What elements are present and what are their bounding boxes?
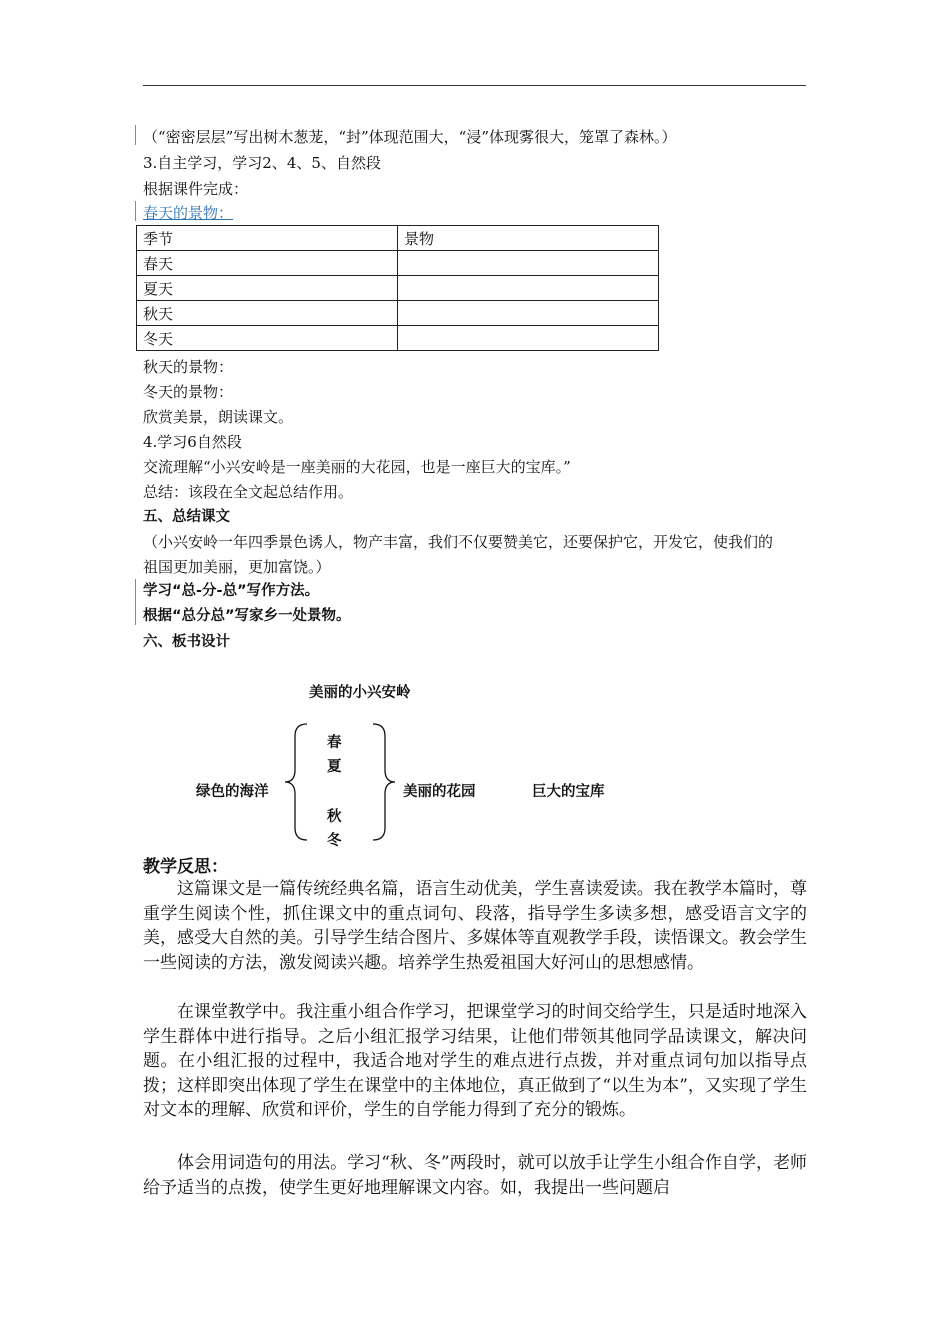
table-row (137, 326, 659, 351)
season-autumn: 秋 (327, 809, 342, 825)
reflection-heading: 教学反思： (143, 857, 228, 877)
revision-bar (135, 201, 136, 221)
season-summer: 夏 (327, 759, 342, 775)
seasons-table (136, 225, 659, 351)
board-title: 美丽的小兴安岭 (309, 685, 411, 701)
table-header: 季节 (137, 226, 398, 251)
section-heading-6: 六、板书设计 (143, 634, 230, 650)
line-8: 4.学习6自然段 (143, 433, 242, 451)
table-cell (398, 326, 659, 351)
board-right-text: 巨大的宝库 (532, 784, 605, 800)
left-brace (285, 724, 307, 840)
table-header-row (137, 226, 659, 251)
reflection-paragraph-1: 这篇课文是一篇传统经典名篇，语言生动优美，学生喜读爱读。我在教学本篇时，尊重学生阅读个性，抓住课文中的重点词句、段落，指导学生多读多想，感受语言文字的美，感受大自然的美。引导学生结合图片、多媒体等直观教学手段，读悟课文。教会学生一些阅读的方法，激发阅读兴趣。培养学生热爱祖国大好河山的思想感情。 (143, 879, 807, 973)
line-9: 交流理解“小兴安岭是一座美丽的大花园，也是一座巨大的宝库。” (143, 458, 571, 476)
line-12: （小兴安岭一年四季景色诱人，物产丰富，我们不仅要赞美它，还要保护它，开发它，使我们的 (143, 533, 774, 551)
reflection-paragraph-3: 体会用词造句的用法。学习“秋、冬”两段时，就可以放手让学生小组合作自学，老师给予适当的点拨，使学生更好地理解课文内容。如，我提出一些问题启 (143, 1153, 807, 1198)
board-left-text: 绿色的海洋 (196, 784, 269, 800)
board-middle-text: 美丽的花园 (403, 784, 476, 800)
table-row (137, 276, 659, 301)
table-cell (398, 251, 659, 276)
table-cell: 秋天 (137, 301, 398, 326)
line-1: （“密密层层”写出树木葱茏，“封”体现范围大，“浸”体现雾很大，笼罩了森林。） (143, 128, 677, 146)
line-6: 冬天的景物： (143, 383, 234, 401)
line-2: 3.自主学习，学习2、4、5、自然段 (143, 154, 381, 172)
line-7: 欣赏美景，朗读课文。 (143, 408, 294, 426)
line-3: 根据课件完成： (143, 180, 249, 198)
table-cell (398, 276, 659, 301)
table-cell (398, 301, 659, 326)
table-cell: 夏天 (137, 276, 398, 301)
season-winter: 冬 (327, 833, 342, 849)
table-header: 景物 (398, 226, 659, 251)
table-cell: 春天 (137, 251, 398, 276)
table-cell: 冬天 (137, 326, 398, 351)
line-5: 秋天的景物： (143, 358, 234, 376)
line-13: 祖国更加美丽，更加富饶。） (143, 558, 331, 576)
revision-bar (135, 579, 136, 625)
table-row (137, 301, 659, 326)
season-spring: 春 (327, 735, 342, 751)
line-14: 学习“总-分-总”写作方法。 (143, 583, 320, 599)
spring-scenery-link[interactable]: 春天的景物： (143, 204, 234, 222)
right-brace (373, 724, 395, 840)
header-rule (143, 85, 806, 86)
revision-bar (135, 125, 136, 145)
line-10: 总结：该段在全文起总结作用。 (143, 483, 354, 501)
reflection-paragraph-2: 在课堂教学中。我注重小组合作学习，把课堂学习的时间交给学生，只是适时地深入学生群体中进行指导。之后小组汇报学习结果，让他们带领其他同学品读课文，解决问题。在小组汇报的过程中，我适合地对学生的难点进行点拨，并对重点词句加以指导点拨；这样即突出体现了学生在课堂中的主体地位，真正做到了“以生为本”，又实现了学生对文本的理解、欣赏和评价，学生的自学能力得到了充分的锻炼。 (143, 1002, 807, 1120)
table-row (137, 251, 659, 276)
line-15: 根据“总分总”写家乡一处景物。 (143, 608, 351, 624)
section-heading-5: 五、总结课文 (143, 509, 230, 525)
